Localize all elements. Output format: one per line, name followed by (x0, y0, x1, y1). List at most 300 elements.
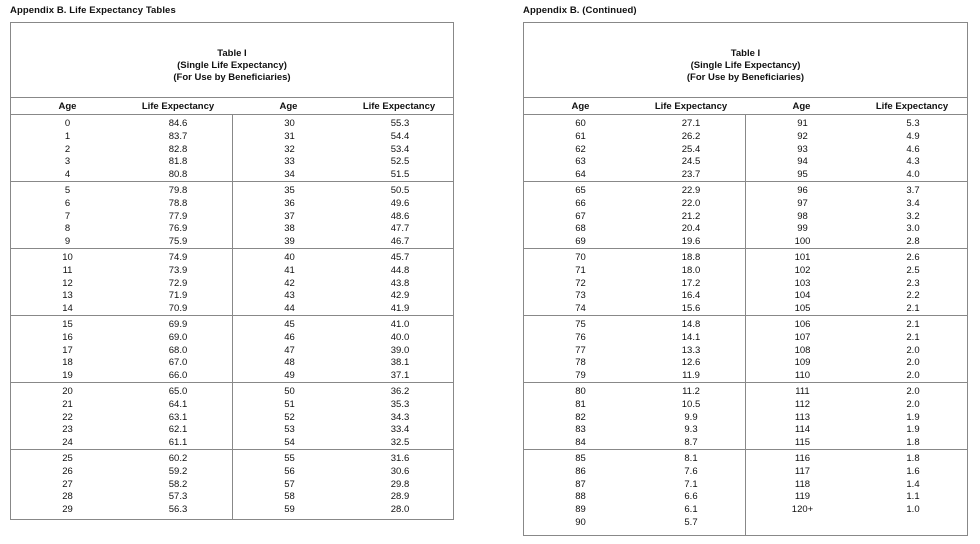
table-usage-note: (For Use by Beneficiaries) (173, 72, 291, 83)
table-row (524, 290, 745, 303)
row-group (233, 182, 454, 249)
age-cell: 71 (575, 264, 586, 276)
age-cell: 112 (794, 398, 811, 410)
table-row (524, 198, 745, 211)
table-row (11, 265, 232, 278)
row-group (746, 182, 967, 249)
table-row (524, 252, 745, 265)
table-row (11, 278, 232, 291)
table-row (11, 236, 232, 249)
age-cell: 64 (575, 169, 586, 181)
life-expectancy-cell: 3.7 (906, 185, 920, 196)
age-cell: 103 (794, 277, 811, 289)
age-cell: 28 (62, 491, 73, 503)
age-cell: 100 (794, 236, 811, 248)
life-expectancy-cell: 61.1 (168, 437, 188, 449)
table-row (524, 332, 745, 345)
row-group (524, 450, 745, 531)
life-expectancy-cell: 23.7 (681, 169, 701, 181)
age-cell: 54 (284, 437, 295, 449)
table-row (746, 319, 967, 332)
life-expectancy-cell: 82.8 (168, 143, 188, 155)
table-subtitle: (Single Life Expectancy) (177, 60, 287, 71)
age-cell: 80 (575, 386, 586, 397)
life-expectancy-cell: 58.2 (168, 478, 188, 490)
age-cell: 85 (575, 453, 586, 464)
life-expectancy-cell: 2.3 (906, 277, 920, 289)
age-cell: 59 (284, 504, 295, 516)
row-group (11, 182, 232, 249)
row-group (524, 383, 745, 450)
age-cell: 23 (62, 424, 73, 436)
life-expectancy-cell: 20.4 (681, 223, 701, 235)
life-expectancy-cell: 41.9 (390, 303, 410, 315)
table-row (524, 345, 745, 358)
table-row (233, 236, 454, 249)
life-expectancy-cell: 1.1 (906, 491, 920, 503)
table-row (746, 290, 967, 303)
table-row (11, 370, 232, 383)
table-row (11, 290, 232, 303)
life-expectancy-cell: 66.0 (168, 370, 188, 382)
age-cell: 29 (62, 504, 73, 516)
table-row (233, 290, 454, 303)
life-expectancy-cell: 2.1 (906, 331, 920, 343)
age-cell: 67 (575, 210, 586, 222)
life-expectancy-cell: 74.9 (168, 252, 188, 263)
table-row (233, 370, 454, 383)
life-expectancy-cell: 8.1 (684, 453, 698, 464)
table-row (524, 412, 745, 425)
age-cell: 75 (575, 319, 586, 330)
table-row (524, 453, 745, 466)
table-title-block (11, 23, 453, 98)
table-row (746, 211, 967, 224)
life-expectancy-cell: 1.0 (906, 504, 920, 516)
age-cell: 2 (64, 143, 71, 155)
age-cell: 19 (62, 370, 73, 382)
age-cell: 52 (284, 411, 295, 423)
age-cell: 5 (64, 185, 71, 196)
age-cell: 57 (284, 478, 295, 490)
header-age: Age (571, 101, 590, 112)
life-expectancy-cell: 8.7 (684, 437, 698, 449)
life-expectancy-cell: 37.1 (390, 370, 410, 382)
age-cell: 84 (575, 437, 586, 449)
age-cell: 66 (575, 197, 586, 209)
table-row (233, 479, 454, 492)
age-cell: 58 (284, 491, 295, 503)
age-cell: 49 (284, 370, 295, 382)
table-row (524, 479, 745, 492)
life-expectancy-cell: 2.5 (906, 264, 920, 276)
row-group (11, 316, 232, 383)
row-group (233, 450, 454, 518)
life-expectancy-cell: 19.6 (681, 236, 701, 248)
life-expectancy-cell: 72.9 (168, 277, 188, 289)
row-group (746, 249, 967, 316)
life-expectancy-cell: 2.0 (906, 344, 920, 356)
life-expectancy-cell: 75.9 (168, 236, 188, 248)
life-expectancy-cell: 56.3 (168, 504, 188, 516)
table-row (11, 303, 232, 316)
life-expectancy-cell: 46.7 (390, 236, 410, 248)
life-expectancy-cell: 1.8 (906, 453, 920, 464)
age-cell: 74 (575, 303, 586, 315)
life-expectancy-cell: 4.6 (906, 143, 920, 155)
table-row (746, 236, 967, 249)
table-row (233, 211, 454, 224)
life-expectancy-cell: 77.9 (168, 210, 188, 222)
age-cell: 56 (284, 465, 295, 477)
age-cell: 3 (64, 156, 71, 168)
age-cell: 101 (794, 252, 811, 263)
life-expectancy-cell: 9.3 (684, 424, 698, 436)
left-page-heading: Appendix B. Life Expectancy Tables (10, 5, 176, 16)
age-cell: 32 (284, 143, 295, 155)
table-row (233, 278, 454, 291)
table-row (11, 479, 232, 492)
table-row (233, 198, 454, 211)
age-cell: 44 (284, 303, 295, 315)
age-cell: 81 (575, 398, 586, 410)
life-expectancy-cell: 54.4 (390, 130, 410, 142)
age-cell: 35 (284, 185, 295, 196)
table-row (233, 466, 454, 479)
row-group (11, 383, 232, 450)
life-expectancy-cell: 67.0 (168, 357, 188, 369)
age-cell: 107 (794, 331, 811, 343)
age-cell: 16 (62, 331, 73, 343)
life-expectancy-cell: 18.0 (681, 264, 701, 276)
table-row (746, 412, 967, 425)
age-cell: 91 (797, 118, 808, 129)
age-cell: 45 (284, 319, 295, 330)
header-age: Age (279, 101, 298, 112)
life-expectancy-cell: 78.8 (168, 197, 188, 209)
table-row (233, 332, 454, 345)
age-cell: 86 (575, 465, 586, 477)
table-usage-note: (For Use by Beneficiaries) (686, 72, 805, 83)
life-expectancy-cell: 59.2 (168, 465, 188, 477)
age-cell: 8 (64, 223, 71, 235)
life-expectancy-cell: 83.7 (168, 130, 188, 142)
life-expectancy-cell: 43.8 (390, 277, 410, 289)
life-expectancy-cell: 81.8 (168, 156, 188, 168)
header-life-expectancy: Life Expectancy (654, 101, 728, 112)
life-expectancy-cell: 17.2 (681, 277, 701, 289)
table-row (524, 278, 745, 291)
age-cell: 60 (575, 118, 586, 129)
age-cell: 96 (797, 185, 808, 196)
age-cell: 24 (62, 437, 73, 449)
life-expectancy-cell: 50.5 (390, 185, 410, 196)
life-expectancy-cell: 22.0 (681, 197, 701, 209)
life-expectancy-cell: 64.1 (168, 398, 188, 410)
age-cell: 1 (64, 130, 71, 142)
age-cell: 98 (797, 210, 808, 222)
table-row (11, 144, 232, 157)
life-expectancy-cell: 62.1 (168, 424, 188, 436)
age-cell: 26 (62, 465, 73, 477)
age-cell: 108 (794, 344, 811, 356)
life-expectancy-cell: 14.8 (681, 319, 701, 330)
table-row (233, 156, 454, 169)
life-expectancy-cell: 1.9 (906, 411, 920, 423)
life-expectancy-cell: 6.6 (684, 491, 698, 503)
table-row (746, 198, 967, 211)
age-cell: 41 (284, 264, 295, 276)
table-row (233, 491, 454, 504)
table-row (524, 437, 745, 450)
table-row (746, 453, 967, 466)
row-group (233, 383, 454, 450)
life-expectancy-cell: 71.9 (168, 290, 188, 302)
life-expectancy-cell: 2.1 (906, 319, 920, 330)
age-cell: 68 (575, 223, 586, 235)
age-cell: 7 (64, 210, 71, 222)
table-row (233, 265, 454, 278)
age-cell: 79 (575, 370, 586, 382)
life-expectancy-cell: 57.3 (168, 491, 188, 503)
age-cell: 9 (64, 236, 71, 248)
age-cell: 106 (794, 319, 811, 330)
life-expectancy-cell: 6.1 (684, 504, 698, 516)
table-title-block (524, 23, 967, 98)
column-header-row (524, 98, 967, 115)
age-cell: 104 (794, 290, 811, 302)
life-expectancy-cell: 55.3 (390, 118, 410, 129)
age-cell: 27 (62, 478, 73, 490)
age-cell: 42 (284, 277, 295, 289)
life-expectancy-cell: 30.6 (390, 465, 410, 477)
table-row (746, 357, 967, 370)
life-expectancy-cell: 21.2 (681, 210, 701, 222)
age-cell: 63 (575, 156, 586, 168)
header-life-expectancy: Life Expectancy (141, 101, 215, 112)
table-row (11, 156, 232, 169)
age-cell: 72 (575, 277, 586, 289)
age-cell: 20 (62, 386, 73, 397)
age-cell: 116 (794, 453, 811, 464)
age-cell: 90 (575, 516, 586, 528)
table-row (524, 211, 745, 224)
table-half-1 (524, 115, 746, 535)
table-row (233, 412, 454, 425)
table-row (746, 156, 967, 169)
life-expectancy-cell: 2.0 (906, 370, 920, 382)
life-expectancy-cell: 3.0 (906, 223, 920, 235)
table-row (233, 424, 454, 437)
life-expectancy-cell: 48.6 (390, 210, 410, 222)
life-expectancy-cell: 2.2 (906, 290, 920, 302)
age-cell: 118 (794, 478, 811, 490)
table-row (11, 437, 232, 450)
age-cell: 53 (284, 424, 295, 436)
age-cell: 87 (575, 478, 586, 490)
age-cell: 11 (62, 264, 73, 276)
age-cell: 110 (794, 370, 811, 382)
life-expectancy-cell: 2.0 (906, 357, 920, 369)
life-expectancy-cell: 41.0 (390, 319, 410, 330)
life-expectancy-cell: 32.5 (390, 437, 410, 449)
table-row (524, 517, 745, 530)
life-expectancy-cell: 18.8 (681, 252, 701, 263)
life-expectancy-cell: 69.0 (168, 331, 188, 343)
life-expectancy-cell: 24.5 (681, 156, 701, 168)
age-cell: 17 (62, 344, 73, 356)
life-expectancy-cell: 80.8 (168, 169, 188, 181)
age-cell: 109 (794, 357, 811, 369)
age-cell: 50 (284, 386, 295, 397)
life-expectancy-cell: 49.6 (390, 197, 410, 209)
age-cell: 33 (284, 156, 295, 168)
table-row (233, 185, 454, 198)
table-row (746, 278, 967, 291)
life-expectancy-cell: 36.2 (390, 386, 410, 397)
life-expectancy-cell: 79.8 (168, 185, 188, 196)
life-expectancy-cell: 51.5 (390, 169, 410, 181)
life-expectancy-cell: 60.2 (168, 453, 188, 464)
right-page-heading: Appendix B. (Continued) (523, 5, 637, 16)
table-row (233, 437, 454, 450)
life-expectancy-cell: 28.9 (390, 491, 410, 503)
row-group (11, 450, 232, 518)
life-expectancy-cell: 35.3 (390, 398, 410, 410)
table-row (524, 169, 745, 182)
table-row (11, 131, 232, 144)
age-cell: 15 (62, 319, 73, 330)
table-row (233, 386, 454, 399)
row-group (746, 450, 967, 518)
life-expectancy-cell: 44.8 (390, 264, 410, 276)
table-row (524, 504, 745, 517)
age-cell: 117 (794, 465, 811, 477)
age-cell: 22 (62, 411, 73, 423)
table-row (11, 332, 232, 345)
life-expectancy-cell: 29.8 (390, 478, 410, 490)
table-row (746, 303, 967, 316)
table-row (233, 169, 454, 182)
life-expectancy-cell: 13.3 (681, 344, 701, 356)
life-expectancy-cell: 4.0 (906, 169, 920, 181)
table-row (11, 319, 232, 332)
table-row (233, 144, 454, 157)
life-expectancy-cell: 3.2 (906, 210, 920, 222)
age-cell: 12 (62, 277, 73, 289)
table-body (11, 115, 453, 519)
table-row (524, 265, 745, 278)
table-row (746, 491, 967, 504)
life-expectancy-cell: 25.4 (681, 143, 701, 155)
table-half-1 (11, 115, 233, 519)
table-row (524, 386, 745, 399)
table-row (11, 198, 232, 211)
age-cell: 37 (284, 210, 295, 222)
life-expectancy-cell: 11.2 (682, 386, 700, 397)
row-group (524, 115, 745, 182)
age-cell: 25 (62, 453, 73, 464)
table-row (746, 131, 967, 144)
table-row (524, 144, 745, 157)
row-group (11, 115, 232, 182)
age-cell: 61 (575, 130, 586, 142)
life-expectancy-cell: 1.4 (906, 478, 920, 490)
table-half-2 (233, 115, 454, 519)
life-expectancy-cell: 10.5 (681, 398, 701, 410)
age-cell: 76 (575, 331, 586, 343)
age-cell: 92 (797, 130, 808, 142)
life-expectancy-cell: 38.1 (390, 357, 410, 369)
row-group (746, 316, 967, 383)
age-cell: 69 (575, 236, 586, 248)
life-expectancy-cell: 1.8 (906, 437, 920, 449)
life-expectancy-cell: 68.0 (168, 344, 188, 356)
header-age: Age (58, 101, 77, 112)
life-expectancy-cell: 45.7 (390, 252, 410, 263)
table-row (524, 370, 745, 383)
life-expectancy-cell: 4.3 (906, 156, 920, 168)
life-expectancy-cell: 12.6 (681, 357, 701, 369)
life-expectancy-cell: 69.9 (168, 319, 188, 330)
life-expectancy-cell: 28.0 (390, 504, 410, 516)
table-row (233, 319, 454, 332)
age-cell: 51 (284, 398, 295, 410)
header-age: Age (792, 101, 811, 112)
table-row (524, 303, 745, 316)
age-cell: 65 (575, 185, 586, 196)
life-expectancy-cell: 11.9 (682, 370, 700, 382)
age-cell: 120+ (791, 504, 814, 516)
table-row (233, 357, 454, 370)
life-expectancy-cell: 76.9 (168, 223, 188, 235)
age-cell: 99 (797, 223, 808, 235)
table-title: Table I (730, 48, 761, 59)
age-cell: 83 (575, 424, 586, 436)
age-cell: 97 (797, 197, 808, 209)
age-cell: 4 (64, 169, 71, 181)
life-expectancy-cell: 2.8 (906, 236, 920, 248)
table-row (11, 223, 232, 236)
life-expectancy-cell: 40.0 (390, 331, 410, 343)
table-row (524, 491, 745, 504)
life-expectancy-cell: 27.1 (681, 118, 701, 129)
table-half-2 (746, 115, 967, 535)
table-row (746, 252, 967, 265)
table-row (11, 504, 232, 517)
table-row (524, 223, 745, 236)
life-expectancy-cell: 39.0 (390, 344, 410, 356)
table-row (233, 131, 454, 144)
row-group (233, 249, 454, 316)
table-row (746, 424, 967, 437)
row-group (11, 249, 232, 316)
age-cell: 36 (284, 197, 295, 209)
table-row (746, 332, 967, 345)
age-cell: 115 (794, 437, 811, 449)
life-expectancy-cell: 14.1 (681, 331, 701, 343)
age-cell: 46 (284, 331, 295, 343)
table-row (746, 144, 967, 157)
table-row (233, 223, 454, 236)
age-cell: 82 (575, 411, 586, 423)
table-row (11, 424, 232, 437)
table-row (524, 319, 745, 332)
age-cell: 34 (284, 169, 295, 181)
row-group (524, 249, 745, 316)
age-cell: 18 (62, 357, 73, 369)
table-row (746, 466, 967, 479)
